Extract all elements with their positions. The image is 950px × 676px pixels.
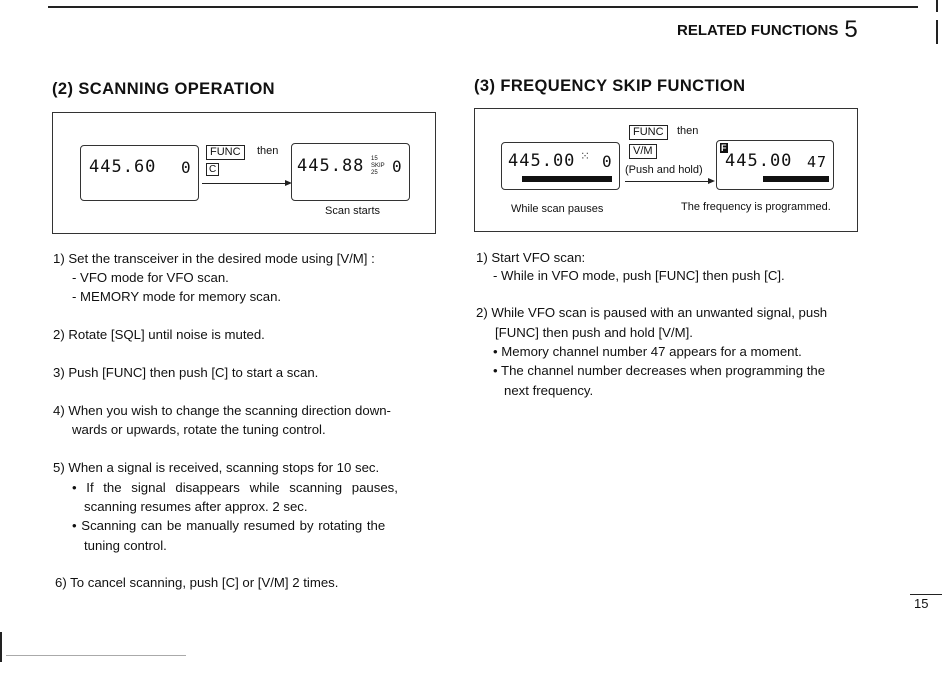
right-edge-mark-2	[936, 20, 938, 44]
lcd-blink-indicator: ⁙	[580, 149, 591, 163]
scan-step: • Scanning can be manually resumed by rotating the	[72, 518, 386, 533]
skip-step: - While in VFO mode, push [FUNC] then push [C].	[493, 268, 785, 283]
lcd-channel: 0	[181, 158, 192, 177]
push-and-hold-label: (Push and hold)	[625, 164, 703, 176]
lcd-frequency: 445.88	[297, 156, 365, 176]
vm-key: V/M	[629, 144, 657, 159]
lcd-channel: 0	[392, 157, 403, 176]
lcd-display-scanning	[291, 143, 410, 201]
lcd-signal-meter	[763, 176, 829, 182]
chapter-number: 5	[844, 16, 858, 43]
lcd-f-badge: F	[721, 143, 727, 153]
scan-step: 6) To cancel scanning, push [C] or [V/M] 2 times.	[55, 575, 339, 590]
section-title-skip: (3) FREQUENCY SKIP FUNCTION	[474, 77, 746, 95]
page-number-rule	[910, 594, 942, 595]
lcd-skip-label: SKIP	[371, 163, 385, 169]
func-key: FUNC	[629, 125, 668, 140]
while-paused-caption: While scan pauses	[511, 203, 604, 215]
lcd-display-programmed	[716, 140, 834, 190]
skip-step: [FUNC] then push and hold [V/M].	[495, 325, 693, 340]
skip-step: next frequency.	[504, 383, 594, 398]
scan-step: 3) Push [FUNC] then push [C] to start a scan.	[53, 365, 319, 380]
scan-step: 1) Set the transceiver in the desired mode using [V/M] :	[53, 251, 375, 266]
scan-step: 5) When a signal is received, scanning stops for 10 sec.	[53, 460, 380, 475]
skip-step: • Memory channel number 47 appears for a moment.	[493, 344, 802, 359]
top-rule	[48, 6, 918, 8]
lcd-signal-meter	[522, 176, 612, 182]
section-title-scanning: (2) SCANNING OPERATION	[52, 80, 276, 98]
lcd-frequency: 445.60	[89, 157, 157, 177]
arrow-line	[202, 183, 286, 184]
skip-step: • The channel number decreases when programming the	[493, 363, 826, 378]
scan-starts-caption: Scan starts	[325, 205, 381, 217]
scan-step: wards or upwards, rotate the tuning control.	[72, 422, 326, 437]
lcd-display-paused	[501, 142, 620, 190]
arrow-line	[625, 181, 709, 182]
skip-step: 2) While VFO scan is paused with an unwanted signal, push	[476, 305, 828, 320]
lcd-tiny-label: 15	[371, 156, 378, 162]
scan-step: tuning control.	[84, 538, 167, 553]
scan-step: - VFO mode for VFO scan.	[72, 270, 229, 285]
then-label: then	[257, 145, 279, 157]
scan-step: scanning resumes after approx. 2 sec.	[84, 499, 308, 514]
scan-step: 2) Rotate [SQL] until noise is muted.	[53, 327, 265, 342]
chapter-title: RELATED FUNCTIONS	[677, 22, 839, 39]
then-label: then	[677, 125, 699, 137]
lcd-frequency: 445.00	[508, 151, 576, 171]
scan-step: - MEMORY mode for memory scan.	[72, 289, 282, 304]
skip-step: 1) Start VFO scan:	[476, 250, 586, 265]
programmed-caption: The frequency is programmed.	[681, 201, 831, 213]
scanning-diagram	[52, 112, 436, 234]
chapter-header	[677, 14, 858, 42]
func-key: FUNC	[206, 145, 245, 160]
scan-step: 4) When you wish to change the scanning direction down-	[53, 403, 391, 418]
lcd-display-start	[80, 145, 199, 201]
arrow-head	[708, 178, 715, 184]
lcd-tiny-label: 25	[371, 170, 378, 176]
scan-step: • If the signal disappears while scanning pauses,	[72, 480, 398, 495]
right-edge-mark	[936, 0, 938, 12]
lcd-channel: 0	[602, 152, 613, 171]
skip-diagram	[474, 108, 858, 232]
page-number: 15	[914, 596, 929, 611]
c-key: C	[206, 163, 219, 176]
scan-artifact	[6, 655, 186, 656]
lcd-frequency: 445.00	[725, 151, 793, 171]
lcd-channel: 47	[807, 153, 828, 171]
left-edge-mark	[0, 632, 2, 662]
